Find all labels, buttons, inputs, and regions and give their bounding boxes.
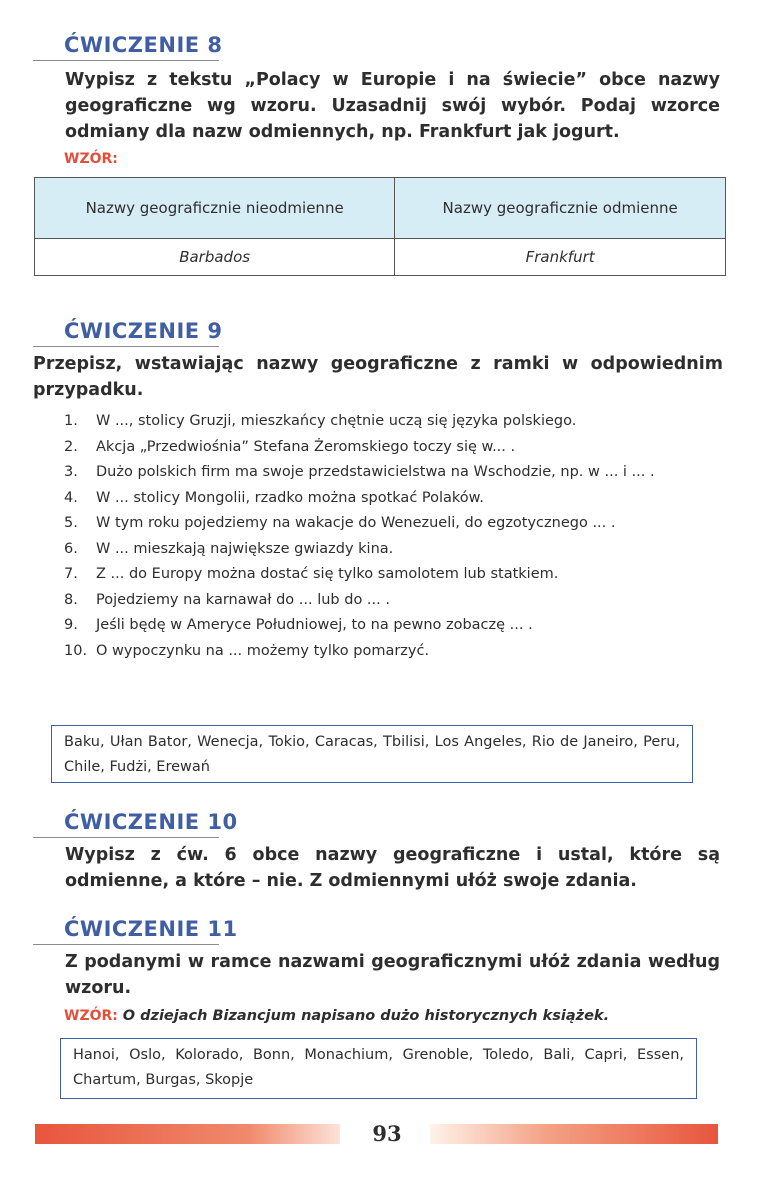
list-item: 6. W ... mieszkają największe gwiazdy kina. [64, 540, 394, 557]
exercise-9-word-box: Baku, Ułan Bator, Wenecja, Tokio, Caracas, Tbilisi, Los Angeles, Rio de Janeiro, Peru, Chile, Fudżi, Erewań [51, 725, 693, 783]
exercise-11-title: ĆWICZENIE 11 [64, 917, 238, 941]
exercise-8-instruction: Wypisz z tekstu „Polacy w Europie i na świecie” obce nazwy geograficzne wg wzoru. Uzasadnij swój wybór. Podaj wzorce odmiany dla nazw odmiennych, np. Frankfurt jak jogurt. [65, 70, 720, 142]
table-header-odmienne: Nazwy geograficznie odmienne [395, 178, 726, 239]
table-cell-barbados: Barbados [35, 239, 395, 276]
exercise-10-instruction: Wypisz z ćw. 6 obce nazwy geograficzne i ustal, które są odmienne, a które – nie. Z odmiennymi ułóż swoje zdania. [65, 845, 720, 891]
list-item: 2. Akcja „Przedwiośnia” Stefana Żeromskiego toczy się w... . [64, 438, 516, 455]
exercise-9-title: ĆWICZENIE 9 [64, 319, 223, 343]
list-item: 4. W ... stolicy Mongolii, rzadko można spotkać Polaków. [64, 489, 484, 506]
list-item: 10. O wypoczynku na ... możemy tylko pomarzyć. [64, 642, 430, 659]
exercise-9-title-rule [33, 346, 219, 347]
exercise-10-title: ĆWICZENIE 10 [64, 810, 238, 834]
list-item: 3. Dużo polskich firm ma swoje przedstawicielstwa na Wschodzie, np. w ... i ... . [64, 464, 655, 480]
exercise-8-example-table [34, 177, 726, 276]
exercise-11-instruction: Z podanymi w ramce nazwami geograficznymi ułóż zdania według wzoru. [65, 952, 720, 998]
exercise-8-title: ĆWICZENIE 8 [64, 33, 223, 57]
exercise-10-title-rule [33, 837, 219, 838]
exercise-9-task-list [60, 409, 720, 664]
exercise-11-wzor [64, 1008, 609, 1024]
exercise-11-title-rule [33, 944, 219, 945]
exercise-11-wzor-label: WZÓR: [64, 1008, 118, 1024]
exercise-8-title-rule [33, 60, 219, 61]
list-item: 5. W tym roku pojedziemy na wakacje do Wenezueli, do egzotycznego ... . [64, 515, 616, 531]
list-item: 7. Z ... do Europy można dostać się tylko samolotem lub statkiem. [64, 566, 559, 582]
exercise-11-wzor-example: O dziejach Bizancjum napisano dużo historycznych książek. [122, 1008, 610, 1024]
exercise-11-word-box: Hanoi, Oslo, Kolorado, Bonn, Monachium, Grenoble, Toledo, Bali, Capri, Essen, Chartum, Burgas, Skopje [60, 1038, 697, 1099]
list-item: 9. Jeśli będę w Ameryce Południowej, to na pewno zobaczę ... . [64, 617, 533, 633]
page-number: 93 [372, 1121, 402, 1146]
list-item: 1. W ..., stolicy Gruzji, mieszkańcy chętnie uczą się języka polskiego. [64, 413, 577, 429]
table-cell-frankfurt: Frankfurt [395, 239, 726, 276]
exercise-9-instruction: Przepisz, wstawiając nazwy geograficzne z ramki w odpowiednim przypadku. [33, 354, 723, 400]
list-item: 8. Pojedziemy na karnawał do ... lub do ... . [64, 591, 390, 608]
table-header-nieodmienne: Nazwy geograficznie nieodmienne [35, 178, 395, 239]
exercise-8-wzor-label: WZÓR: [64, 151, 118, 167]
